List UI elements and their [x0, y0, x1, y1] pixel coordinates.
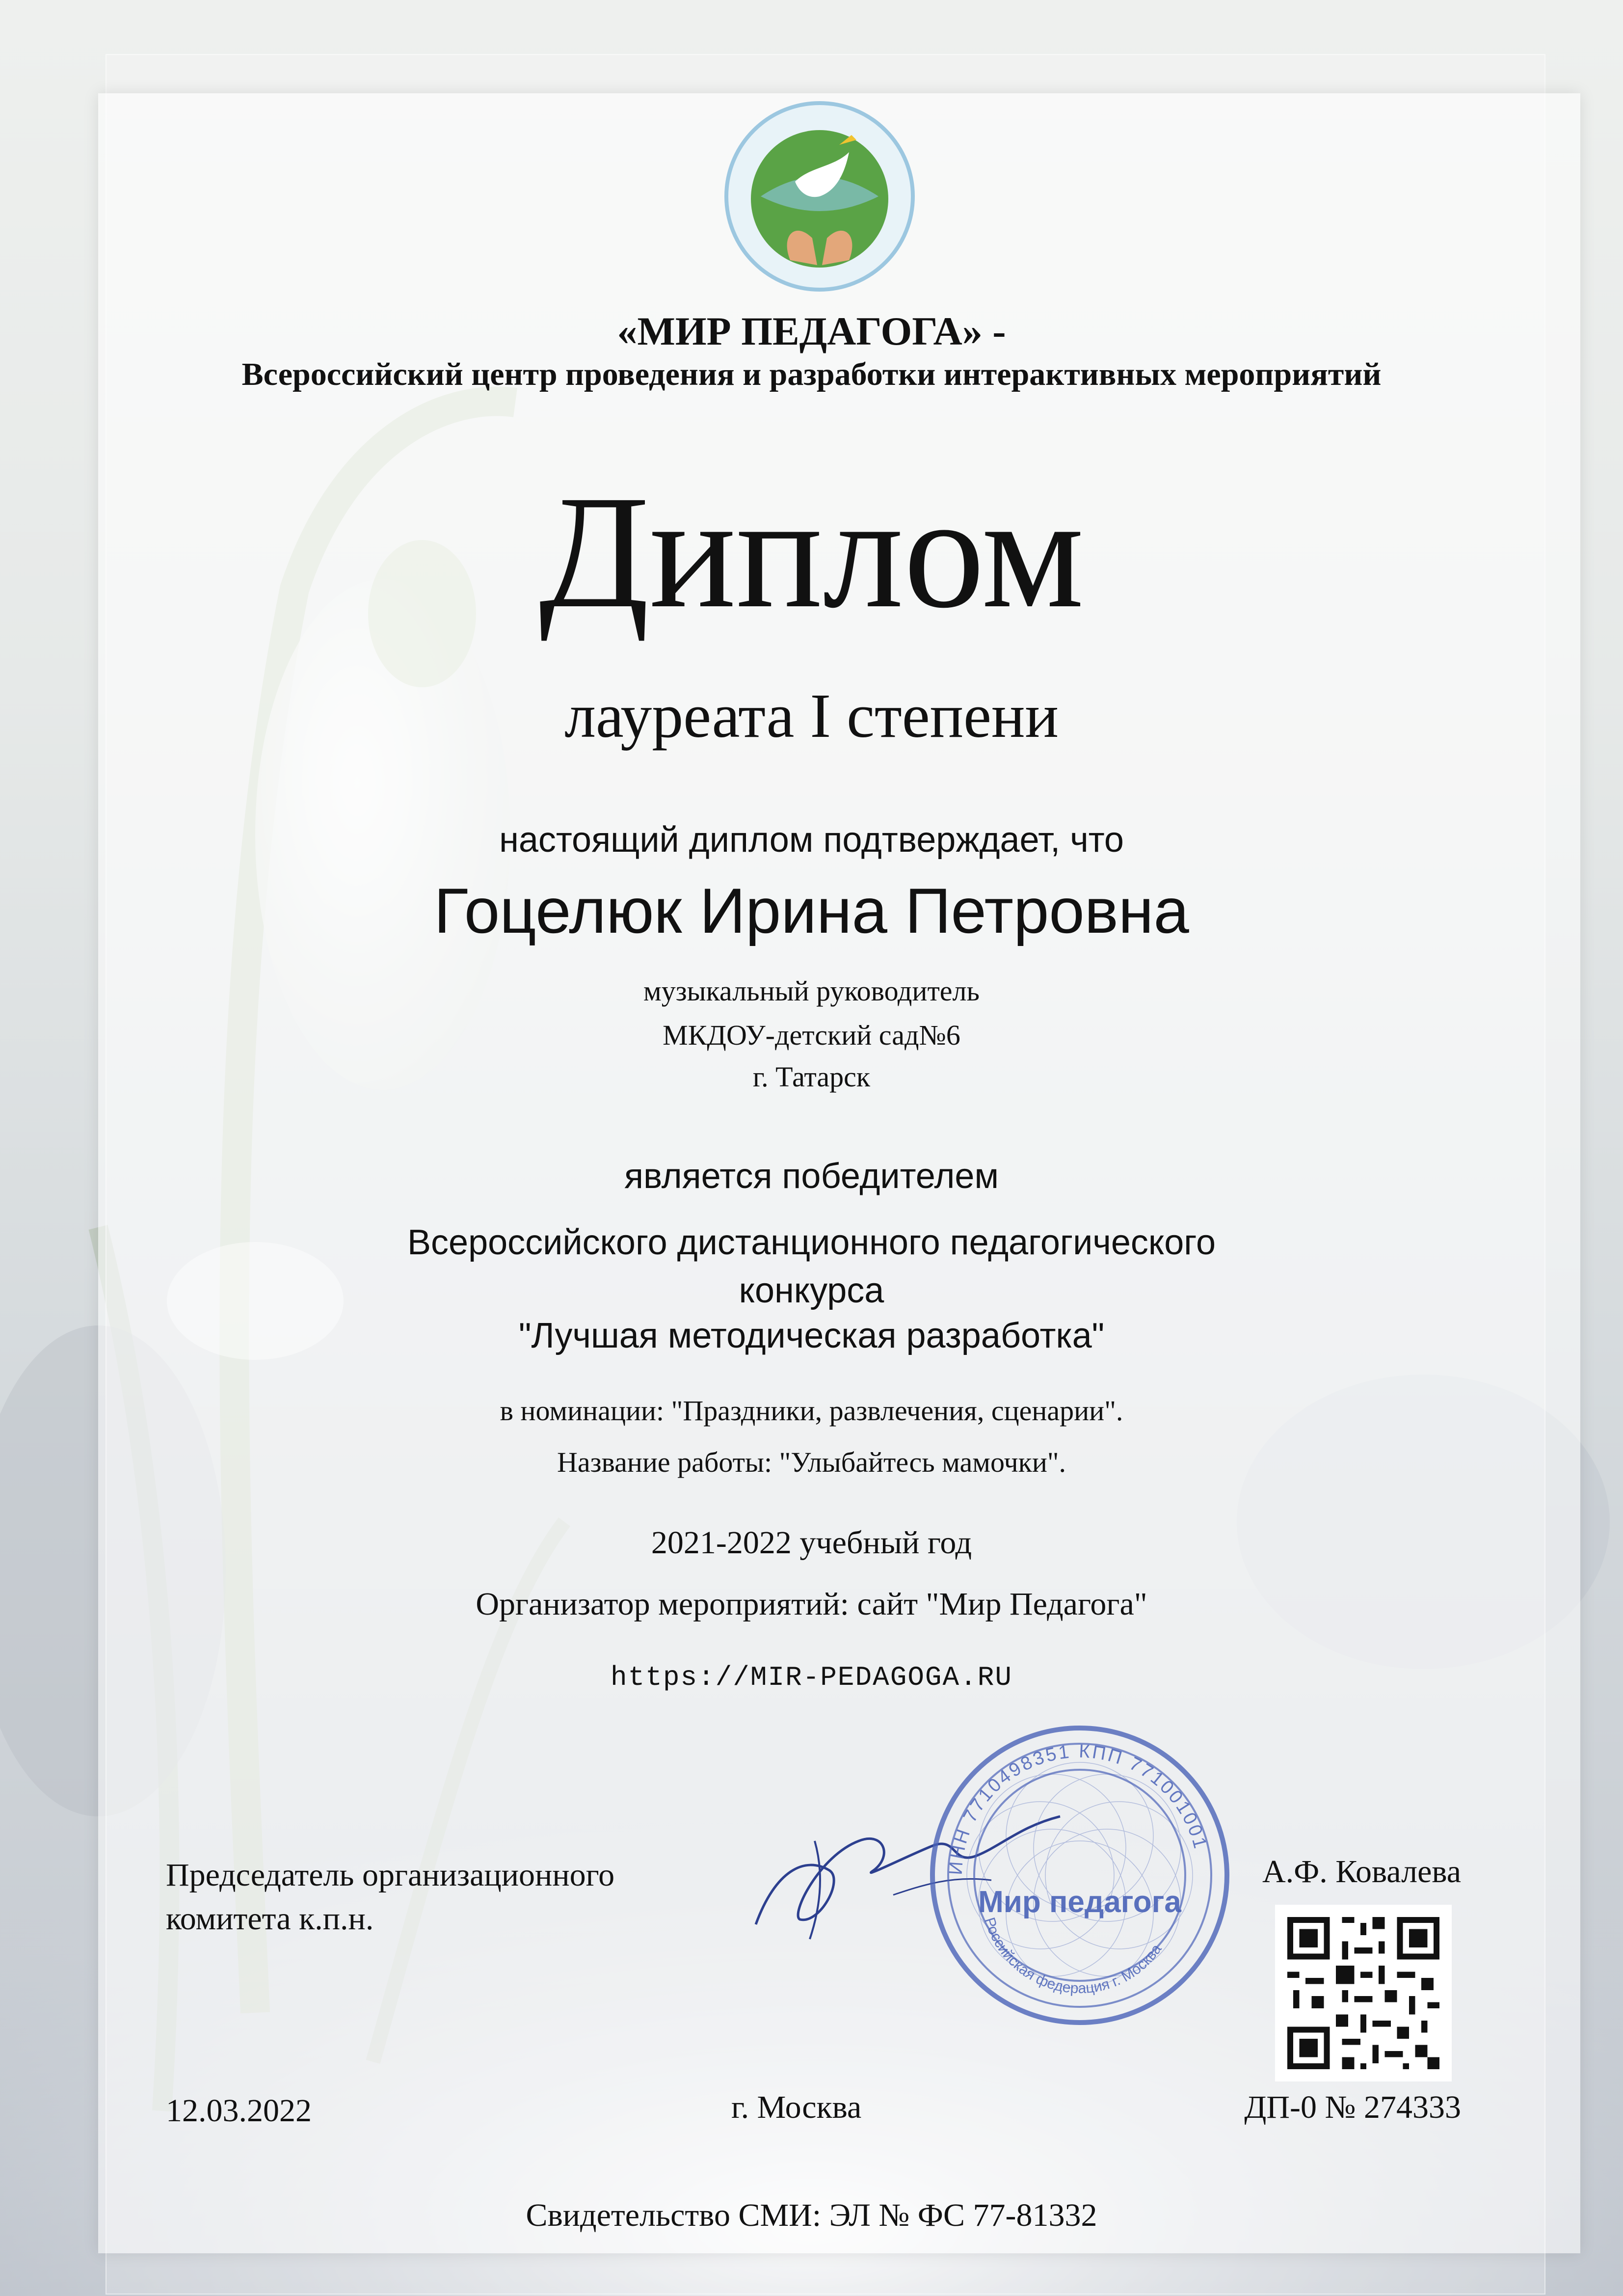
chair-line-1: Председатель организационного	[166, 1857, 615, 1893]
diploma-degree: лауреата I степени	[564, 681, 1059, 751]
website-link[interactable]: https://MIR-PEDAGOGA.RU	[611, 1662, 1012, 1693]
recipient-name: Гоцелюк Ирина Петровна	[434, 875, 1189, 946]
qr-code[interactable]	[1275, 1905, 1452, 2081]
winner-text: является победителем	[624, 1157, 999, 1196]
contest-name: "Лучшая методическая разработка"	[518, 1316, 1105, 1355]
recipient-city: г. Татарск	[752, 1061, 871, 1093]
recipient-institution: МКДОУ-детский сад№6	[663, 1019, 960, 1051]
chair-title	[166, 1853, 614, 1941]
signer-name: А.Ф. Ковалева	[1262, 1854, 1461, 1890]
nomination: в номинации: "Праздники, развлечения, сценарии".	[500, 1395, 1123, 1427]
diploma-title: Диплом	[539, 462, 1084, 642]
work-title: Название работы: "Улыбайтесь мамочки".	[557, 1446, 1066, 1478]
confirm-text: настоящий диплом подтверждает, что	[499, 820, 1124, 860]
organizer: Организатор мероприятий: сайт "Мир Педагога"	[476, 1586, 1147, 1622]
org-title: «МИР ПЕДАГОГА» -	[617, 309, 1006, 353]
recipient-position: музыкальный руководитель	[643, 975, 980, 1007]
issue-date: 12.03.2022	[166, 2093, 312, 2129]
stamp-center-text: Мир педагога	[978, 1885, 1181, 1919]
stamp-bottom-text: Российская федерация г. Москва	[981, 1916, 1165, 1997]
chair-line-2: комитета к.п.н.	[166, 1901, 374, 1937]
contest-line-2: конкурса	[739, 1271, 884, 1310]
contest-line-1: Всероссийского дистанционного педагогического	[407, 1223, 1216, 1262]
document-number: ДП-0 № 274333	[1244, 2089, 1461, 2125]
org-subtitle: Всероссийский центр проведения и разработки интерактивных мероприятий	[241, 356, 1382, 392]
stamp-inn-text: ИНН 7710498351 КПП 771001001	[945, 1741, 1211, 1876]
svg-text:Российская федерация г. Москва	[981, 1916, 1165, 1997]
media-certificate: Свидетельство СМИ: ЭЛ № ФС 77-81332	[526, 2197, 1097, 2233]
org-logo	[721, 98, 918, 295]
issue-city: г. Москва	[731, 2089, 862, 2125]
school-year: 2021-2022 учебный год	[651, 1525, 972, 1561]
